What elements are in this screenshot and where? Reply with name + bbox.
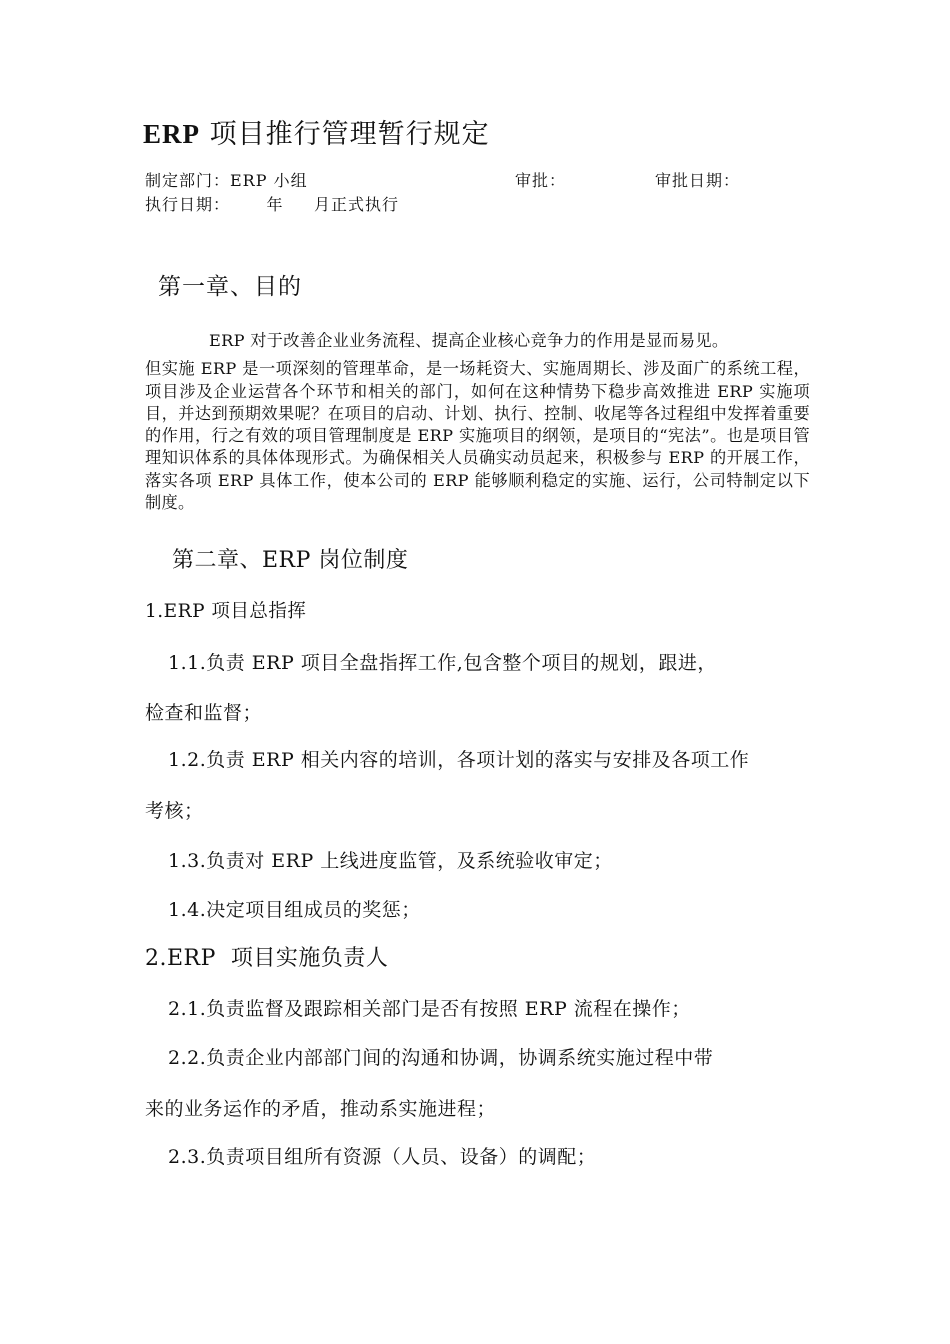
meta-dept: 制定部门：ERP 小组 (145, 171, 308, 190)
chapter1-paragraph-first: ERP 对于改善企业业务流程、提高企业核心竞争力的作用是显而易见。 (209, 331, 729, 350)
chapter2-heading: 第二章、ERP 岗位制度 (172, 548, 409, 573)
section2-heading: 2.ERP 项目实施负责人 (145, 946, 389, 971)
meta-approve: 审批： (515, 171, 567, 190)
section1-item2-line1: 1.2.负责 ERP 相关内容的培训，各项计划的落实与安排及各项工作 (168, 749, 750, 771)
document-title (143, 112, 490, 151)
meta-approve-date: 审批日期： (655, 171, 741, 190)
section1-item1-line1: 1.1.负责 ERP 项目全盘指挥工作,包含整个项目的规划，跟进， (168, 652, 717, 674)
chapter1-paragraph (145, 330, 810, 514)
meta-exec-date: 执行日期： 年 月正式执行 (145, 195, 399, 214)
section2-item2-line1: 2.2.负责企业内部部门间的沟通和协调，协调系统实施过程中带 (168, 1047, 714, 1069)
section2-item1: 2.1.负责监督及跟踪相关部门是否有按照 ERP 流程在操作； (168, 998, 691, 1020)
title-prefix: ERP (143, 119, 200, 149)
section2-item3: 2.3.负责项目组所有资源（人员、设备）的调配； (168, 1146, 597, 1168)
section2-item2-line2: 来的业务运作的矛盾，推动系实施进程； (145, 1098, 497, 1120)
title-text: 项目推行管理暂行规定 (200, 119, 490, 150)
chapter1-paragraph-body: 但实施 ERP 是一项深刻的管理革命，是一场耗资大、实施周期长、涉及面广的系统工程，项目涉及企业运营各个环节和相关的部门，如何在这种情势下稳步高效推进 ERP 实施项目，并达到预期效果呢？在项目的启动、计划、执行、控制、收尾等各过程组中发挥着重要的作用，行之有效的项目管理制度是 ERP 实施项目的纲领，是项目的“宪法”。也是项目管理知识体系的具体体现形式。为确保相关人员确实动员起来，积极参与 ERP 的开展工作，落实各项 ERP 具体工作，使本公司的 ERP 能够顺利稳定的实施、运行，公司特制定以下制度。 (145, 359, 810, 513)
section1-item4: 1.4.决定项目组成员的奖惩； (168, 899, 421, 921)
section1-item1-line2: 检查和监督； (145, 702, 263, 724)
chapter1-heading: 第一章、目的 (158, 274, 302, 300)
section1-item3: 1.3.负责对 ERP 上线进度监管，及系统验收审定； (168, 850, 613, 872)
section1-heading: 1.ERP 项目总指挥 (145, 601, 307, 622)
section1-item2-line2: 考核； (145, 800, 204, 822)
